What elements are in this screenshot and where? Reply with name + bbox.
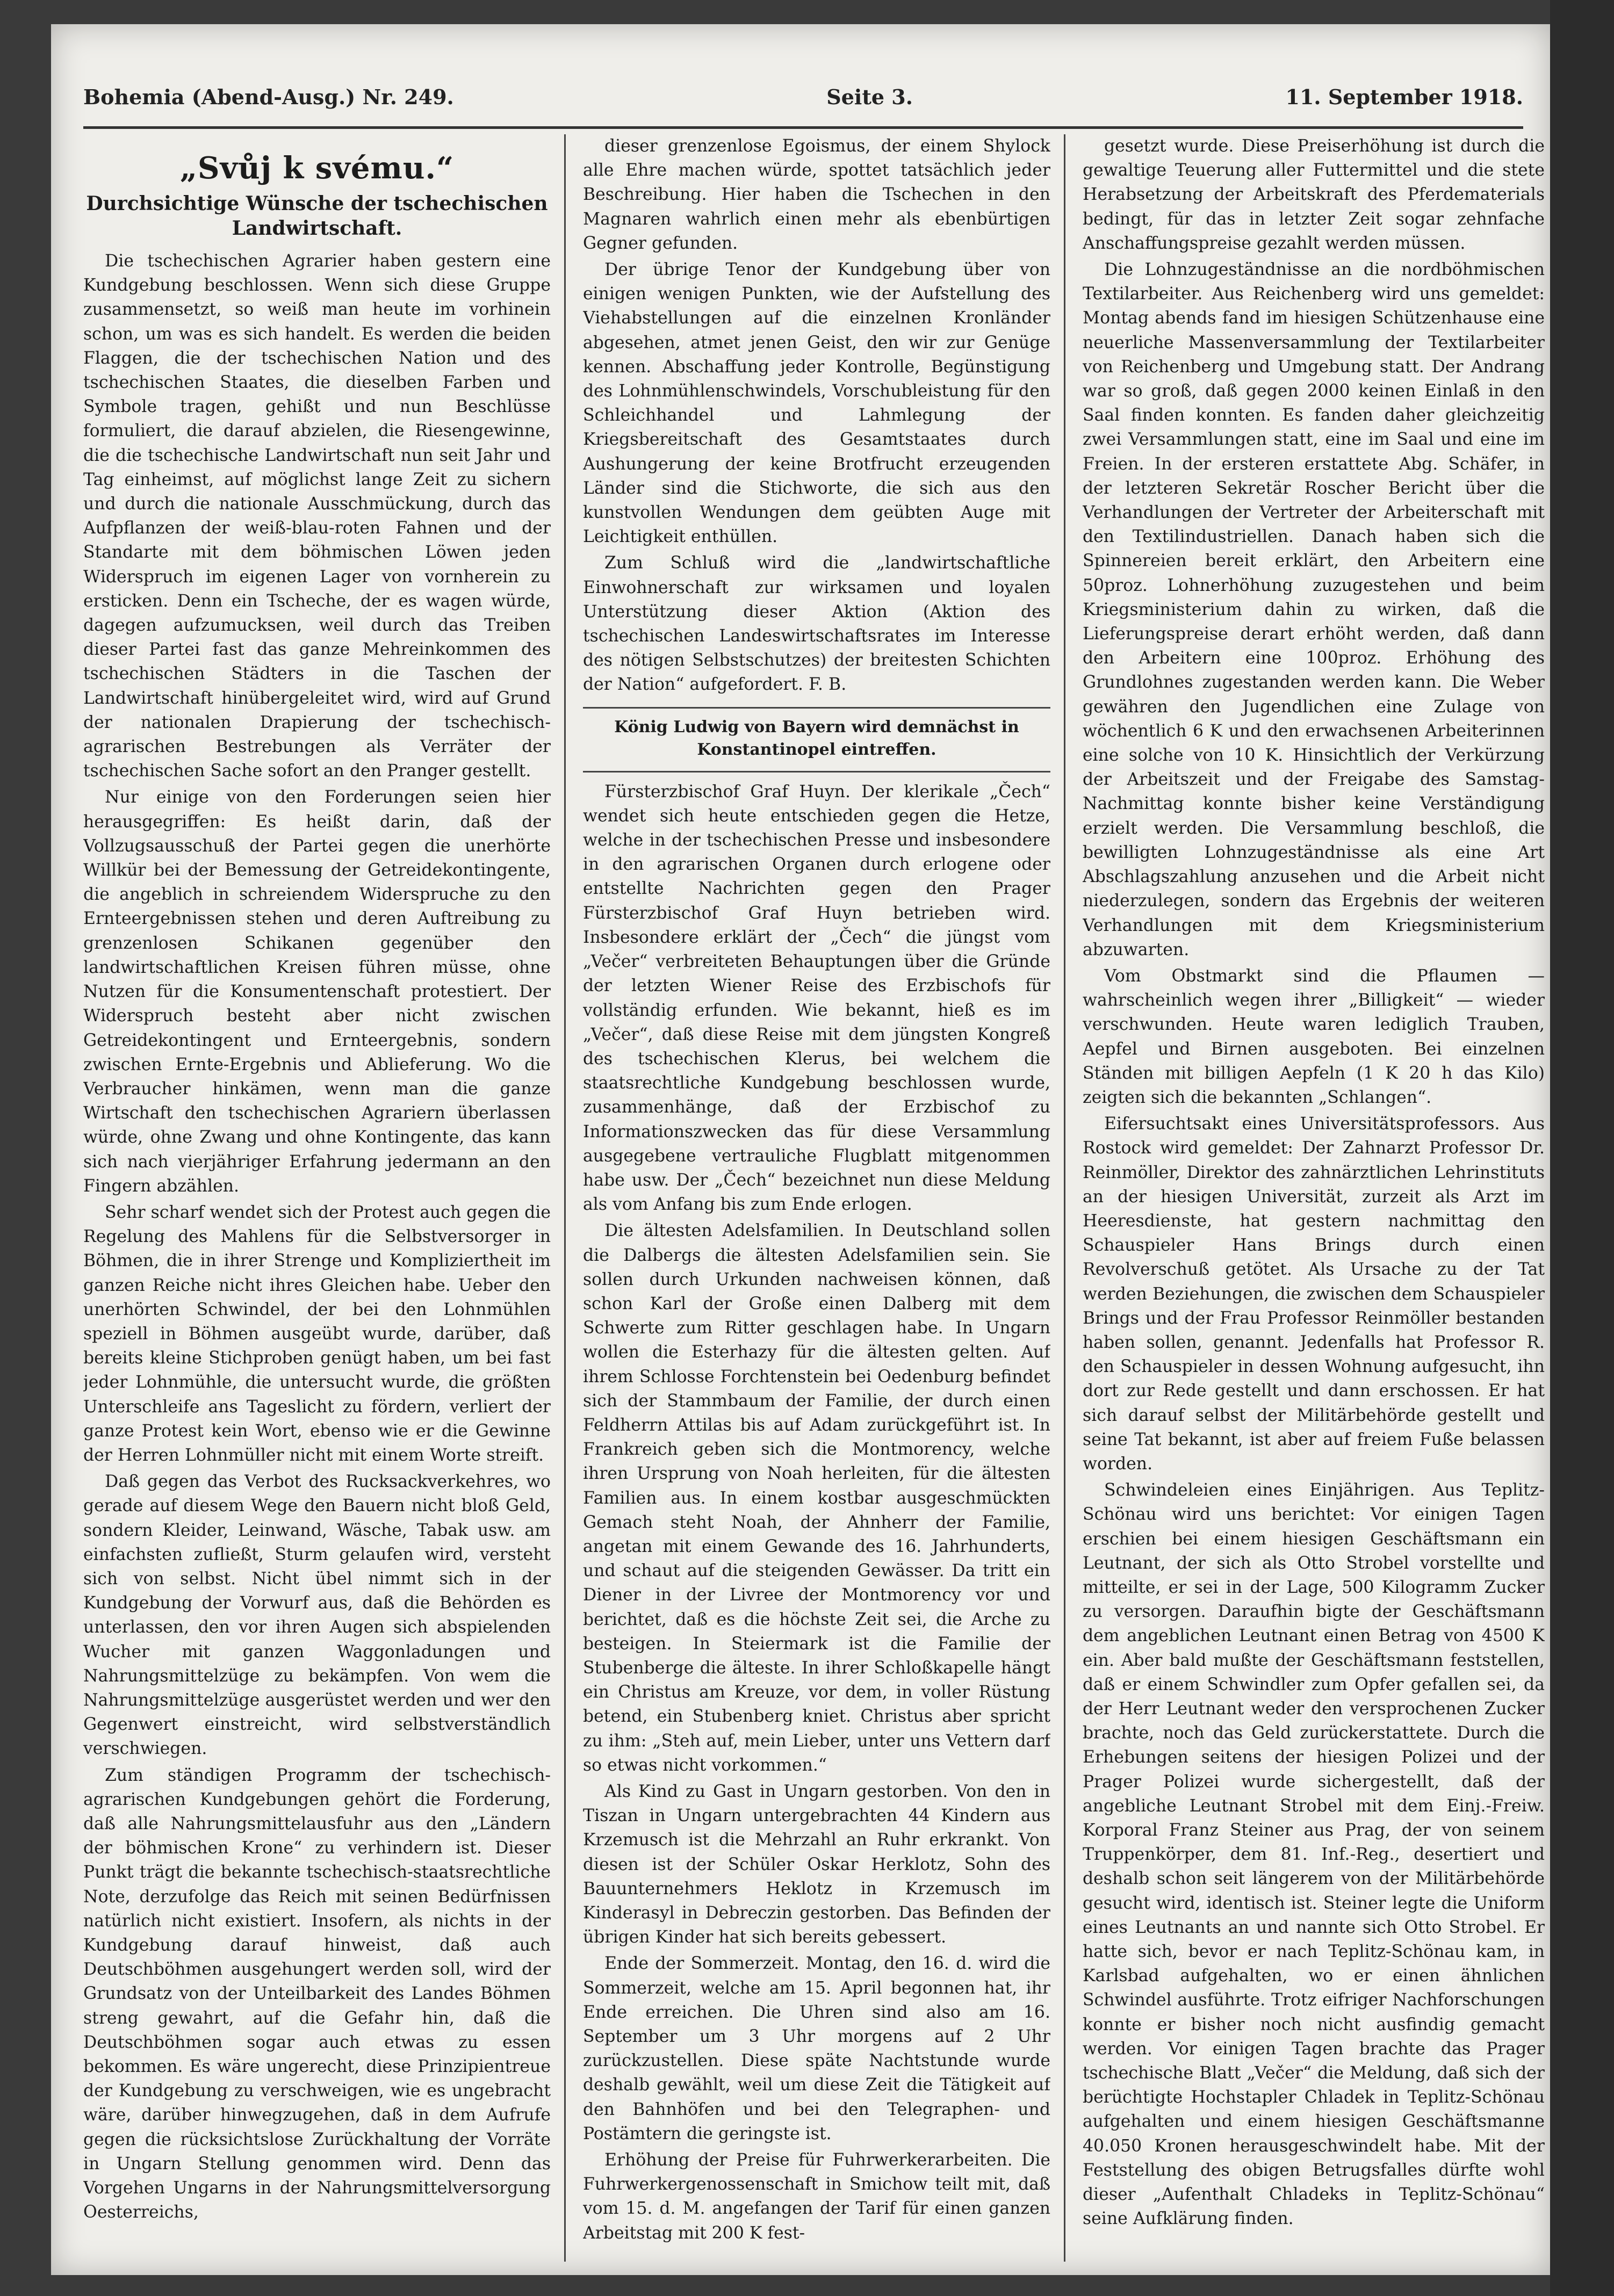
- paragraph: Sehr scharf wendet sich der Protest auch gegen die Regelung des Mahlens für die Selbstversorger in Böhmen, die in ihrer Strenge und Kompliziertheit im ganzen Reiche nicht ihres Gleichen habe. Ueber den unerhörten Schwindel, der bei den Lohnmühlen speziell in Böhmen ausgeübt wurde, darüber, daß bereits kleine Stichproben genügt haben, um bei fast jeder Lohnmühle, die untersucht wurde, die größten Unterschleife ans Tageslicht zu fördern, verliert der ganze Protest kein Wort, ebenso wie er die Gewinne der Herren Lohnmüller nicht mit einem Worte streift.: [83, 1202, 551, 1465]
- section-rule: [583, 707, 1050, 709]
- news-headline: König Ludwig von Bayern wird demnächst in Konstantinopel eintreffen.: [614, 717, 1019, 759]
- column-1: [83, 134, 551, 2262]
- paragraph: Nur einige von den Forderungen seien hier herausgegriffen: Es heißt darin, daß der Vollzugsausschuß der Partei gegen die unerhörte Willkür bei der Bemessung der Getreidekontingente, die angeblich in schreiendem Widerspruche zu den Ernteergebnissen stehen und deren Auftreibung zu grenzenlosen Schikanen gegenüber den landwirtschaftlichen Kreisen führen müsse, ohne Nutzen für die Konsumentenschaft protestiert. Der Widerspruch besteht aber nicht zwischen Getreidekontingent und Ernteergebnis, sondern zwischen Ernte-Ergebnis und Ablieferung. Wo die Verbraucher hinkämen, wenn man die ganze Wirtschaft den tschechischen Agrariern überlassen würde, ohne Zwang und ohne Kontingente, das kann sich nach vierjähriger Erfahrung jedermann an den Fingern abzählen.: [83, 788, 551, 1196]
- header-date: 11. September 1918.: [1285, 84, 1523, 109]
- section-rule: [583, 771, 1050, 772]
- column-rule: [1064, 134, 1065, 2262]
- column-rule: [564, 134, 566, 2262]
- column-3: [1083, 134, 1545, 2262]
- paragraph: Erhöhung der Preise für Fuhrwerkerarbeiten. Die Fuhrwerkergenossenschaft in Smichow teilt mit, daß vom 15. d. M. angefangen der Tarif für einen ganzen Arbeitstag mit 200 K fest-: [583, 2150, 1050, 2243]
- header-issue: Bohemia (Abend-Ausg.) Nr. 249.: [83, 84, 454, 109]
- paragraph: Als Kind zu Gast in Ungarn gestorben. Von den in Tiszan in Ungarn untergebrachten 44 Kindern aus Krzemusch ist die Mehrzahl an Ruhr erkrankt. Von diesen ist der Schüler Oskar Herklotz, Sohn des Bauunternehmers Heklotz in Krzemusch im Kinderasyl in Debreczin gestorben. Das Befinden der übrigen Kinder hat sich bereits gebessert.: [583, 1782, 1050, 1947]
- paragraph: Die tschechischen Agrarier haben gestern eine Kundgebung beschlossen. Wenn sich diese Gruppe zusammensetzt, so weiß man heute im vorhinein schon, um was es sich handelt. Es werden die beiden Flaggen, die der tschechischen Nation und des tschechischen Staates, die dieselben Farben und Symbole tragen, gehißt und nun Beschlüsse formuliert, die darauf abzielen, die Riesengewinne, die die tschechische Landwirtschaft nun seit Jahr und Tag einheimst, auf möglichst lange Zeit zu sichern und durch die nationale Ausschmückung, durch das Aufpflanzen der weiß-blau-roten Fahnen und der Standarte mit dem böhmischen Löwen jeden Widerspruch im eigenen Lager von vornherein zu ersticken. Denn ein Tscheche, der es wagen würde, dagegen aufzumucksen, weil durch das Treiben dieser Partei fast das ganze Mehreinkommen des tschechischen Städters in die Taschen der Landwirtschaft hinübergeleitet wird, wird auf Grund der nationalen Drapierung der tschechisch-agrarischen Bestrebungen als Verräter der tschechischen Sache sofort an den Pranger gestellt.: [83, 251, 551, 781]
- paragraph: gesetzt wurde. Diese Preiserhöhung ist durch die gewaltige Teuerung aller Futtermittel und die stete Herabsetzung der Arbeitskraft des Pferdematerials bedingt, für das in letzter Zeit sogar zehnfache Anschaffungspreise gezahlt werden müssen.: [1083, 136, 1545, 253]
- paragraph: Eifersuchtsakt eines Universitätsprofessors. Aus Rostock wird gemeldet: Der Zahnarzt Professor Dr. Reinmöller, Direktor des zahnärztlichen Lehrinstituts an der hiesigen Universität, zurzeit als Arzt im Heeresdienste, hat gestern nachmittag den Schauspieler Hans Brings durch einen Revolverschuß getötet. Als Ursache zu der Tat werden Beziehungen, die zwischen dem Schauspieler Brings und der Frau Professor Reinmöller bestanden haben sollen, genannt. Jedenfalls hat Professor R. den Schauspieler in dessen Wohnung aufgesucht, ihn dort zur Rede gestellt und dann erschossen. Er hat sich darauf selbst der Militärbehörde gestellt und seine Tat bekannt, ist aber auf freiem Fuße belassen worden.: [1083, 1114, 1545, 1474]
- newspaper-page: [51, 24, 1550, 2275]
- paragraph: Die ältesten Adelsfamilien. In Deutschland sollen die Dalbergs die ältesten Adelsfamilien sein. Sie sollen durch Urkunden nachweisen können, daß schon Karl der Große einen Dalberg mit dem Schwerte zum Ritter geschlagen habe. In Ungarn wollen die Esterhazy für die ältesten gelten. Auf ihrem Schlosse Forchtenstein bei Oedenburg befindet sich der Stammbaum der Familie, der durch einen Feldherrn Attilas bis auf Adam zurückgeführt ist. In Frankreich geben sich die Montmorency, welche ihren Ursprung von Noah herleiten, für die ältesten Familien aus. In einem kostbar ausgeschmückten Gemach steht Noah, der Ahnherr der Familie, angetan mit einem Gewande des 16. Jahrhunderts, und schaut auf die steigenden Gewässer. Da tritt ein Diener in der Livree der Montmorency vor und berichtet, daß es die höchste Zeit sei, die Arche zu besteigen. In Steiermark ist die Familie der Stubenberge die älteste. In ihrer Schloßkapelle hängt ein Christus am Kreuze, vor dem, in voller Rüstung betend, ein Stubenberg kniet. Christus aber spricht zu ihm: „Steh auf, mein Lieber, unter uns Vettern darf so etwas nicht vorkommen.“: [583, 1221, 1050, 1775]
- article-subtitle: Durchsichtige Wünsche der tschechischen Landwirtschaft.: [86, 192, 548, 240]
- article-title: „Svůj k svému.“: [179, 150, 455, 186]
- header-page-number: Seite 3.: [826, 84, 913, 109]
- paragraph: Der übrige Tenor der Kundgebung über von einigen wenigen Punkten, wie der Aufstellung des Viehabstellungen auf die einzelnen Kronländer abgesehen, atmet jenen Geist, den wir zur Genüge kennen. Abschaffung jeder Kontrolle, Begünstigung des Lohnmühlenschwindels, Vorschubleistung für den Schleichhandel und Lahmlegung der Kriegsbereitschaft des Gesamtstaates durch Aushungerung der keine Brotfrucht erzeugenden Länder sind die Stichworte, die sich aus den kunstvollen Wendungen dem geübten Auge mit Leichtigkeit enthüllen.: [583, 260, 1050, 547]
- paragraph: Vom Obstmarkt sind die Pflaumen — wahrscheinlich wegen ihrer „Billigkeit“ — wieder verschwunden. Heute waren lediglich Trauben, Aepfel und Birnen ausgeboten. Bei einzelnen Ständen mit billigen Aepfeln (1 K 20 h das Kilo) zeigten sich die bekannten „Schlangen“.: [1083, 966, 1545, 1107]
- column-2: [583, 134, 1050, 2262]
- paragraph: dieser grenzenlose Egoismus, der einem Shylock alle Ehre machen würde, spottet tatsächlich jeder Beschreibung. Hier haben die Tschechen in den Magnaren wahrlich einen mehr als ebenbürtigen Gegner gefunden.: [583, 136, 1050, 253]
- header-rule: [83, 126, 1523, 129]
- paragraph: Fürsterzbischof Graf Huyn. Der klerikale „Čech“ wendet sich heute entschieden gegen die Hetze, welche in der tschechischen Presse und insbesondere in den agrarischen Organen durch erlogene oder entstellte Nachrichten gegen den Prager Fürsterzbischof Graf Huyn betrieben wird. Insbesondere erklärt der „Čech“ die jüngst vom „Večer“ verbreiteten Behauptungen über die Gründe der letzten Wiener Reise des Erzbischofs für vollständig erfunden. Wie bekannt, hieß es im „Večer“, daß diese Reise mit dem jüngsten Kongreß des tschechischen Klerus, bei welchem die staatsrechtliche Kundgebung beschlossen wurde, zusammenhänge, daß der Erzbischof zu Informationszwecken das für diese Versammlung ausgegebene vertrauliche Flugblatt mitgenommen habe usw. Der „Čech“ bezeichnet nun diese Meldung als vom Anfang bis zum Ende erlogen.: [583, 782, 1050, 1215]
- paragraph: Daß gegen das Verbot des Rucksackverkehres, wo gerade auf diesem Wege den Bauern nicht bloß Geld, sondern Kleider, Leinwand, Wäsche, Tabak usw. am einfachsten zufließt, Sturm gelaufen wird, versteht sich von selbst. Nicht übel nimmt sich in der Kundgebung der Vorwurf aus, daß die Behörden es unterlassen, den vor ihren Augen sich abspielenden Wucher mit ganzen Waggonladungen und Nahrungsmittelzüge zu bekämpfen. Von wem die Nahrungsmittelzüge ausgerüstet werden und wer den Gegenwert einstreicht, wird selbstverständlich verschwiegen.: [83, 1472, 551, 1759]
- paragraph: Zum Schluß wird die „landwirtschaftliche Einwohnerschaft zur wirksamen und loyalen Unterstützung dieser Aktion (Aktion des tschechischen Landeswirtschaftsrates im Interesse des nötigen Selbstschutzes) der breitesten Schichten der Nation“ aufgefordert. F. B.: [583, 553, 1050, 695]
- paragraph: Ende der Sommerzeit. Montag, den 16. d. wird die Sommerzeit, welche am 15. April begonnen hat, ihr Ende erreichen. Die Uhren sind also am 16. September um 3 Uhr morgens auf 2 Uhr zurückzustellen. Diese späte Nachtstunde wurde deshalb gewählt, weil um diese Zeit die Tätigkeit auf den Bahnhöfen und bei den Telegraphen- und Postämtern die geringste ist.: [583, 1954, 1050, 2143]
- page-header: [83, 78, 1523, 115]
- paragraph: Die Lohnzugeständnisse an die nordböhmischen Textilarbeiter. Aus Reichenberg wird uns gemeldet: Montag abends fand im hiesigen Schützenhause eine neuerliche Massenversammlung der Textilarbeiter von Reichenberg und Umgebung statt. Der Andrang war so groß, daß gegen 2000 keinen Einlaß in den Saal finden konnten. Es fanden daher gleichzeitig zwei Versammlungen statt, eine im Saal und eine im Freien. In der ersteren erstattete Abg. Schäfer, in der letzteren Sekretär Roscher Bericht über die Verhandlungen der Vertreter der Arbeiterschaft mit den Textilindustriellen. Danach haben sich die Spinnereien bereit erklärt, den Arbeitern eine 50proz. Lohnerhöhung zuzugestehen und beim Kriegsministerium dahin zu wirken, daß die Lieferungspreise derart erhöht werden, daß dann den Arbeitern eine 100proz. Erhöhung des Grundlohnes zugestanden werden kann. Die Weber gewähren den Jugendlichen eine Zulage von wöchentlich 6 K und den erwachsenen Arbeiterinnen eine solche von 10 K. Hinsichtlich der Verkürzung der Arbeitszeit und der Freigabe des Samstag-Nachmittag konnte bisher keine Verständigung erzielt werden. Die Versammlung beschloß, die bewilligten Lohnzugeständnisse als eine Art Abschlagszahlung anzusehen und die Arbeit nicht niederzulegen, sondern das Ergebnis der weiteren Verhandlungen mit dem Kriegsministerium abzuwarten.: [1083, 260, 1545, 959]
- scan-edge: [1550, 0, 1614, 2296]
- paragraph: Schwindeleien eines Einjährigen. Aus Teplitz-Schönau wird uns berichtet: Vor einigen Tagen erschien bei einem hiesigen Geschäftsmann ein Leutnant, der sich als Otto Strobel vorstellte und mitteilte, er sei in der Lage, 500 Kilogramm Zucker zu versorgen. Daraufhin bigte der Geschäftsmann dem angeblichen Leutnant einen Betrag von 4500 K ein. Aber bald mußte der Geschäftsmann feststellen, daß er einem Schwindler zum Opfer gefallen sei, da der Herr Leutnant weder den versprochenen Zucker brachte, noch das Geld zurückerstattete. Durch die Erhebungen seitens der hiesigen Polizei und der Prager Polizei wurde sichergestellt, daß der angebliche Leutnant Strobel mit dem Einj.-Freiw. Korporal Franz Steiner aus Prag, der von seinem Truppenkörper, dem 81. Inf.-Reg., desertiert und deshalb schon seit längerem von der Militärbehörde gesucht wird, identisch ist. Steiner legte die Uniform eines Leutnants an und nannte sich Otto Strobel. Er hatte sich, bevor er nach Teplitz-Schönau kam, in Karlsbad aufgehalten, wo er einen ähnlichen Schwindel ausführte. Trotz eifriger Nachforschungen konnte er bisher noch nicht ausfindig gemacht werden. Vor einigen Tagen brachte das Prager tschechische Blatt „Večer“ die Meldung, daß sich der berüchtigte Hochstapler Chladek in Teplitz-Schönau aufgehalten und einem hiesigen Geschäftsmanne 40.050 Kronen herausgeschwindelt habe. Mit der Feststellung des obigen Betrugsfalles dürfte wohl dieser „Aufenthalt Chladeks in Teplitz-Schönau“ seine Aufklärung finden.: [1083, 1481, 1545, 2229]
- paragraph: Zum ständigen Programm der tschechisch-agrarischen Kundgebungen gehört die Forderung, daß alle Nahrungsmittelausfuhr aus den „Ländern der böhmischen Krone“ zu verhindern ist. Dieser Punkt trägt die bekannte tschechisch-staatsrechtliche Note, derzufolge das Reich mit seinen Bedürfnissen natürlich nicht existiert. Insofern, als nichts in der Kundgebung darauf hinweist, daß auch Deutschböhmen ausgehungert werden soll, wird der Grundsatz von der Unteilbarkeit des Landes Böhmen streng gewahrt, auf die Gefahr hin, daß die Deutschböhmen sogar auch etwas zu essen bekommen. Es wäre ungerecht, diese Prinzipientreue der Kundgebung zu verschweigen, wie es ungebracht wäre, darüber hinwegzugehen, daß in dem Aufrufe gegen die rücksichtslose Zurückhaltung der Vorräte in Ungarn Stellung genommen wird. Denn das Vorgehen Ungarns in der Nahrungsmittelversorgung Oesterreichs,: [83, 1765, 551, 2222]
